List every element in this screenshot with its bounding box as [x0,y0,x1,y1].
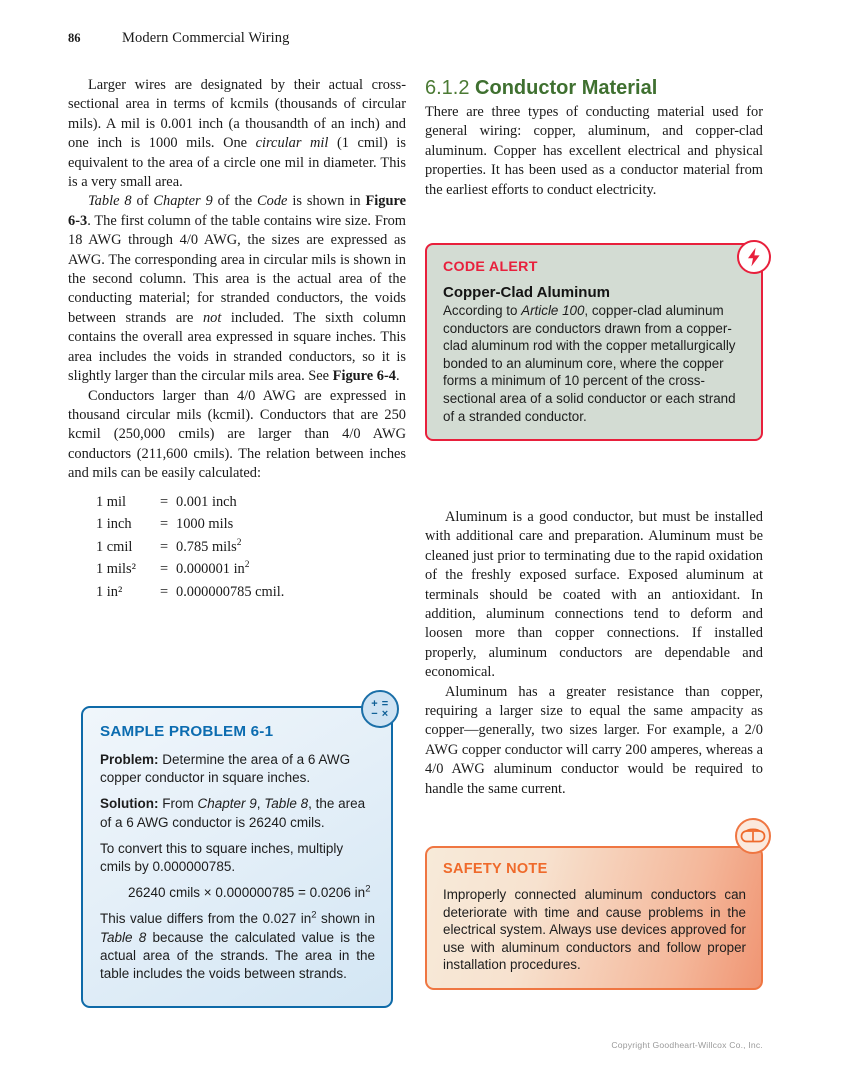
conversion-row [96,513,406,536]
text-run: , copper-clad aluminum conductors are conductors drawn from a copper-clad aluminum rod with the copper metallurgically bonded to an aluminum core, where the copper forms a minimum of 10 percent of the cross-sectional area of a solid conductor or each strand of a stranded conductor. [443,303,736,424]
text-run: of the [212,193,258,210]
conversion-quantity: 1 in² [96,583,123,600]
text-run: (1 cmil) is equivalent to the area of a circle one mil in diameter. This is a very small area. [68,135,406,191]
right-column [425,76,763,200]
paragraph-conductors-larger: Conductors larger than 4/0 AWG are expressed in thousand circular mils (kcmil). Conductors that are 250 kcmil (250,000 cmils) are larger than 4/0 AWG conductors (211,600 cmils). The relation between inches and mils can be easily calculated: [68,387,406,482]
text-run: shown in [316,911,375,927]
conversion-value: 0.000001 $in^2$ [176,560,250,578]
safety-note-box [425,846,763,990]
sample-problem-title: SAMPLE PROBLEM 6-1 [100,723,274,740]
safety-note-body: Improperly connected aluminum conductors can deteriorate with time and cause problems in the electrical system. Always use devices approved for use with aluminum conductors and follow proper installation procedures. [443,887,746,973]
equals-sign: = [160,516,169,533]
conversion-value: 0.000000785 cmil. [176,583,285,600]
text-run-italic: Code [257,193,288,210]
left-column [68,76,406,604]
text-run: . The first column of the table contains wire size. From 18 AWG through 4/0 AWG, the sizes are expressed as AWG. The corresponding area in circular mils is shown in the second column. This area is the actual area of the conducting material; for stranded conductors, the voids between strands are [68,212,406,326]
problem-label: Problem: [100,752,159,767]
conversion-row [96,536,406,559]
code-alert-subtitle: Copper-Clad Aluminum [443,284,610,301]
equals-sign: = [160,583,169,600]
text-run-italic: not [202,309,222,326]
table-reference: Table 8 [100,929,147,945]
text-run-italic: Chapter 9 [153,193,213,210]
figure-reference: Figure 6-4 [332,368,396,385]
section-heading [425,76,763,101]
solution-label: Solution: [100,796,159,812]
sample-problem-box [81,706,393,1008]
conversion-quantity: 1 mil [96,493,126,510]
sample-problem-note: This value differs from the 0.027 $in^2$ shown in Table 8 because the calculated value is the actual area of the strands. The area in the table includes the voids between strands. [100,909,375,982]
equals-sign: = [160,538,169,555]
conversion-value: 1000 mils [176,516,234,533]
calculator-glyphs-top: + = [371,698,389,710]
paragraph-aluminum-resistance: Aluminum has a greater resistance than copper, requiring a larger size to equal the same ampacity as copper—generally, two sizes larger. For example, a 2/0 AWG copper conductor will carry 200 amperes, whereas a 4/0 AWG aluminum conductor would be required to handle the same current. [425,683,763,797]
conversion-quantity: 1 cmil [96,538,133,555]
equals-sign: = [160,493,169,510]
code-alert-box [425,243,763,441]
text-run-italic: circular mil [255,135,329,152]
text-run: included. The sixth column contains the overall area expressed in square inches. This area includes the voids in stranded conductors, so it is slightly larger than the circular mils area. See [68,309,406,385]
text-run: From [158,796,198,812]
article-reference: Article 100 [521,303,585,318]
paragraph-three-types: There are three types of conducting material used for general wiring: copper, aluminum, and copper-clad aluminum. Copper has excellent electrical and physical properties. It has been used as a conductor material from the earliest efforts to conduct electricity. [425,104,763,198]
text-run: According to [443,303,522,318]
conversion-row [96,491,406,514]
text-run-italic: Table 8 [88,193,132,210]
book-title: Modern Commercial Wiring [122,30,290,46]
conversion-quantity: 1 inch [96,516,132,533]
text-run: of [131,193,154,210]
lightning-bolt-icon [737,240,771,274]
equals-sign: = [160,561,169,578]
sample-problem-statement [100,751,375,787]
calculator-glyphs-bottom: − × [371,708,389,720]
sample-problem-convert: To convert this to square inches, multiply cmils by 0.000000785. [100,840,344,875]
text-run: , [256,796,265,812]
conversion-quantity: 1 mils² [96,561,136,578]
conversion-value: 0.001 inch [176,493,237,510]
conversion-list [68,491,406,604]
text-run: . [395,368,400,385]
text-run: because the calculated value is the actual area of the strands. The area in the table includes the voids between strands. [100,929,375,982]
code-alert-body [443,302,746,425]
sample-problem-solution [100,795,375,831]
text-run: This value differs from the 0.027 in [100,911,312,927]
figure-reference: Figure 6-3 [68,193,406,229]
conversion-row [96,581,406,604]
paragraph-table-8 [68,192,406,386]
calculator-glyphs [371,699,388,719]
table-reference: Table 8 [264,796,309,812]
right-column-continued [425,508,763,799]
sample-problem-equation: 26240 cmils × 0.000000785 = 0.0206 $in^2$ [128,883,371,901]
paragraph-larger-wires [68,76,406,192]
conversion-value: 0.785 mils$^2$ [176,537,242,555]
text-run: Determine the area of a 6 AWG copper conductor in square inches. [100,752,351,786]
safety-goggles-icon [735,818,771,854]
copyright-notice: Copyright Goodheart-Willcox Co., Inc. [611,1040,763,1050]
running-head [68,30,768,50]
page-number: 86 [68,31,81,45]
section-number: 6.1.2 [425,77,470,99]
text-run: , the area of a 6 AWG conductor is 26240 cmils. [100,796,366,830]
text-run: is shown in [287,193,366,210]
calculator-icon [361,690,399,728]
paragraph-aluminum-conductor: Aluminum is a good conductor, but must be installed with additional care and preparation. Aluminum must be cleaned just prior to terminating due to the rapid oxidation of the freshly exposed surface. Exposed aluminum at terminals should be coated with an antioxidant. In addition, aluminum connections tend to deform and loosen more than copper connections. If installed properly, aluminum conductors are dependable and economical. [425,509,763,681]
code-alert-title: CODE ALERT [443,259,538,275]
text-run: Larger wires are designated by their actual cross-sectional area in terms of kcmils (thousands of circular mils). A mil is 0.001 inch (a thousandth of an inch) and one inch is 1000 mils. One [68,77,406,152]
conversion-row [96,558,406,581]
chapter-reference: Chapter 9 [197,796,257,812]
section-title: Conductor Material [475,77,658,99]
safety-note-title: SAFETY NOTE [443,861,548,877]
